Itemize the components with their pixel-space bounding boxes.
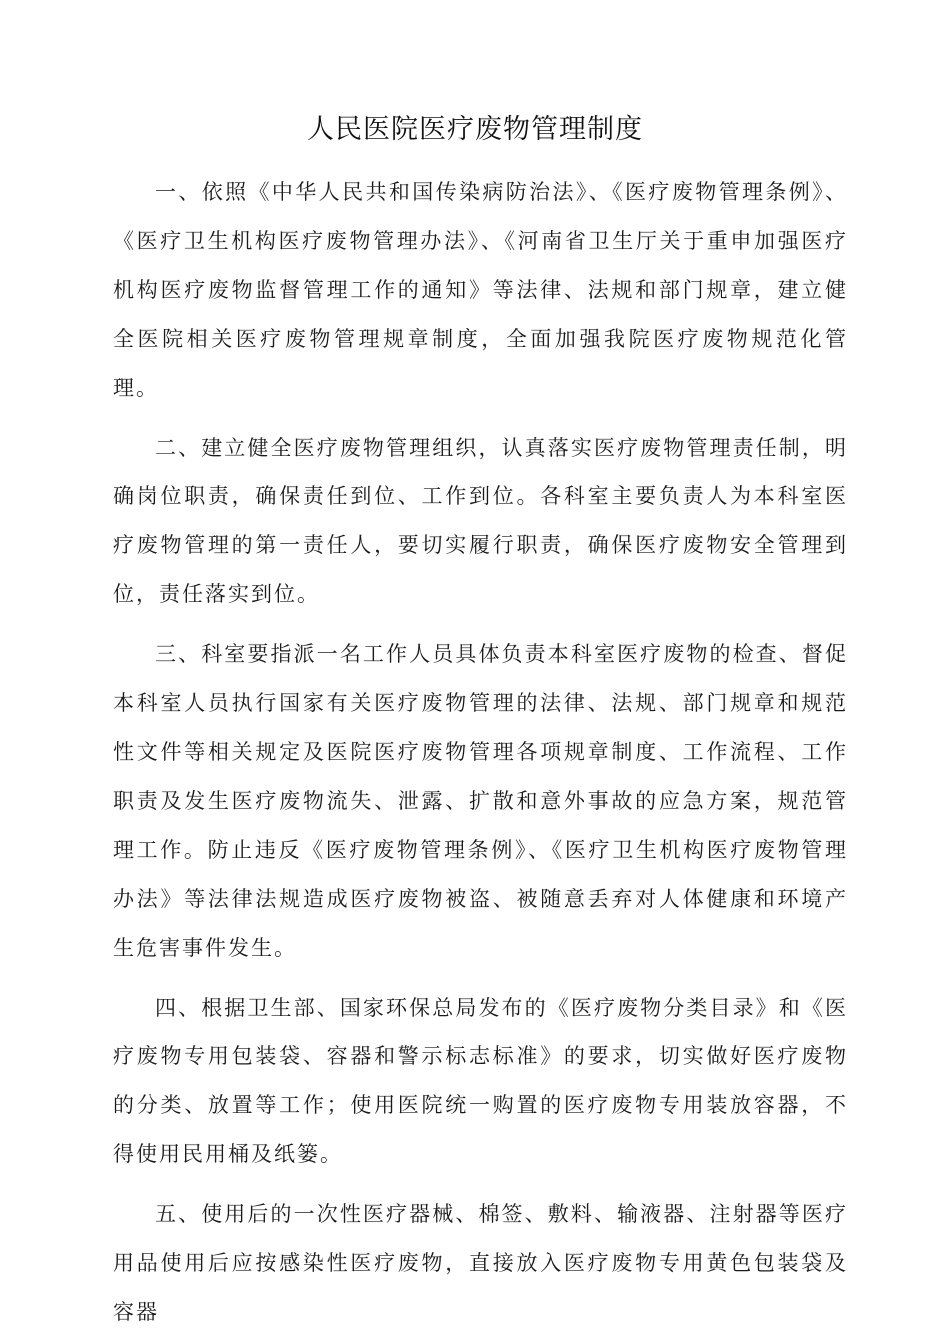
paragraph-3: 三、科室要指派一名工作人员具体负责本科室医疗废物的检查、督促本科室人员执行国家有关医疗废物管理的法律、法规、部门规章和规范性文件等相关规定及医院医疗废物管理各项规章制度、工作流程、工作职责及发生医疗废物流失、泄露、扩散和意外事故的应急方案，规范管理工作。防止违反《医疗废物管理条例》、《医疗卫生机构医疗废物管理办法》等法律法规造成医疗废物被盗、被随意丢弃对人体健康和环境产生危害事件发生。 <box>113 642 848 960</box>
document-body <box>113 168 848 1337</box>
paragraph-1: 一、依照《中华人民共和国传染病防治法》、《医疗废物管理条例》、《医疗卫生机构医疗废物管理办法》、《河南省卫生厅关于重申加强医疗机构医疗废物监督管理工作的通知》等法律、法规和部门规章，建立健全医院相关医疗废物管理规章制度，全面加强我院医疗废物规范化管理。 <box>113 180 848 400</box>
paragraph-4: 四、根据卫生部、国家环保总局发布的《医疗废物分类目录》和《医疗废物专用包装袋、容器和警示标志标准》的要求，切实做好医疗废物的分类、放置等工作；使用医院统一购置的医疗废物专用装放容器，不得使用民用桶及纸篓。 <box>113 995 848 1167</box>
paragraph-5: 五、使用后的一次性医疗器械、棉签、敷料、输液器、注射器等医疗用品使用后应按感染性医疗废物，直接放入医疗废物专用黄色包装袋及容器 <box>113 1202 848 1324</box>
document-title: 人民医院医疗废物管理制度 <box>307 114 643 145</box>
paragraph-2: 二、建立健全医疗废物管理组织，认真落实医疗废物管理责任制，明确岗位职责，确保责任到位、工作到位。各科室主要负责人为本科室医疗废物管理的第一责任人，要切实履行职责，确保医疗废物安全管理到位，责任落实到位。 <box>113 435 848 607</box>
